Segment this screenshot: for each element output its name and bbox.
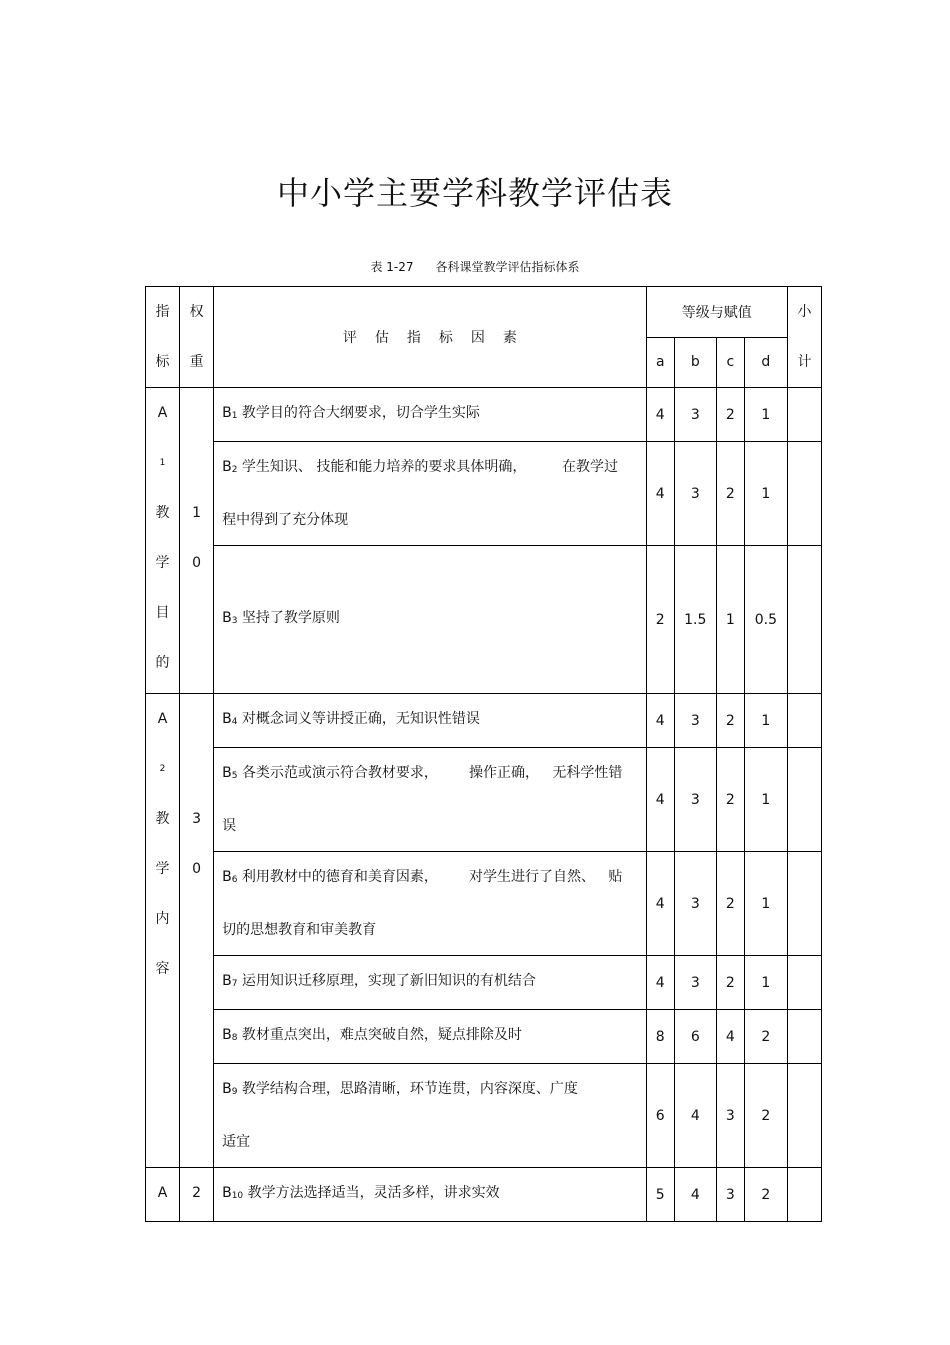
grade-value: 4 xyxy=(646,694,674,748)
subtotal-cell xyxy=(787,748,821,852)
table-row xyxy=(146,852,822,956)
header-grade-b: b xyxy=(674,337,716,388)
subtotal-cell xyxy=(787,956,821,1010)
subtotal-cell xyxy=(787,1010,821,1064)
table-row xyxy=(146,694,822,748)
factor-cell: $B_{10}$ 教学方法选择适当，灵活多样，讲求实效 xyxy=(214,1168,647,1222)
grade-value: 4 xyxy=(646,956,674,1010)
grade-value: 3 xyxy=(716,1168,744,1222)
grade-value: 2 xyxy=(716,956,744,1010)
grade-value: 4 xyxy=(646,442,674,546)
subtotal-cell xyxy=(787,442,821,546)
header-subtotal: 小 计 xyxy=(787,287,821,388)
grade-value: 3 xyxy=(674,852,716,956)
table-row xyxy=(146,1064,822,1168)
grade-value: 4 xyxy=(646,748,674,852)
subtotal-cell xyxy=(787,388,821,442)
grade-value: 3 xyxy=(716,1064,744,1168)
grade-value: 2 xyxy=(646,546,674,694)
header-grade-a: a xyxy=(646,337,674,388)
grade-value: 1 xyxy=(744,748,787,852)
indicator-cell: A 1 教 学 目 的 xyxy=(146,388,180,694)
grade-value: 1 xyxy=(716,546,744,694)
table-row xyxy=(146,956,822,1010)
weight-cell: 1 0 xyxy=(180,388,214,694)
grade-value: 1 xyxy=(744,442,787,546)
grade-value: 2 xyxy=(716,388,744,442)
factor-cell: $B_4$ 对概念词义等讲授正确，无知识性错误 xyxy=(214,694,647,748)
factor-cell: $B_2$ 学生知识、 技能和能力培养的要求具体明确， 在教学过 程中得到了充分体现 xyxy=(214,442,647,546)
factor-cell: $B_9$ 教学结构合理，思路清晰，环节连贯，内容深度、广度 适宜 xyxy=(214,1064,647,1168)
grade-value: 3 xyxy=(674,956,716,1010)
table-row xyxy=(146,1168,822,1222)
header-weight: 权 重 xyxy=(180,287,214,388)
indicator-cell: A 2 教 学 内 容 xyxy=(146,694,180,1168)
grade-value: 3 xyxy=(674,694,716,748)
header-grades: 等级与赋值 xyxy=(646,287,787,338)
grade-value: 4 xyxy=(646,388,674,442)
factor-cell: $B_8$ 教材重点突出，难点突破自然，疑点排除及时 xyxy=(214,1010,647,1064)
grade-value: 2 xyxy=(744,1064,787,1168)
grade-value: 2 xyxy=(716,694,744,748)
header-indicator: 指 标 xyxy=(146,287,180,388)
grade-value: 6 xyxy=(674,1010,716,1064)
page-title: 中小学主要学科教学评估表 xyxy=(276,174,673,212)
grade-value: 3 xyxy=(674,442,716,546)
grade-value: 2 xyxy=(716,442,744,546)
subtotal-cell xyxy=(787,1168,821,1222)
grade-value: 2 xyxy=(716,748,744,852)
grade-value: 1 xyxy=(744,956,787,1010)
grade-value: 5 xyxy=(646,1168,674,1222)
table-name: 各科课堂教学评估指标体系 xyxy=(435,260,580,274)
indicator-cell: A xyxy=(146,1168,180,1222)
table-number: 表 1-27 xyxy=(370,260,414,274)
subtotal-cell xyxy=(787,1064,821,1168)
subtotal-cell xyxy=(787,694,821,748)
grade-value: 6 xyxy=(646,1064,674,1168)
grade-value: 2 xyxy=(744,1010,787,1064)
factor-cell: $B_5$ 各类示范或演示符合教材要求， 操作正确， 无科学性错 误 xyxy=(214,748,647,852)
grade-value: 4 xyxy=(674,1064,716,1168)
grade-value: 4 xyxy=(646,852,674,956)
grade-value: 0.5 xyxy=(744,546,787,694)
grade-value: 3 xyxy=(674,748,716,852)
grade-value: 1 xyxy=(744,852,787,956)
factor-cell: $B_3$ 坚持了教学原则 xyxy=(214,546,647,694)
table-row xyxy=(146,388,822,442)
header-factors: 评估指标因素 xyxy=(214,287,647,388)
header-grade-c: c xyxy=(716,337,744,388)
grade-value: 3 xyxy=(674,388,716,442)
weight-cell: 2 xyxy=(180,1168,214,1222)
grade-value: 1 xyxy=(744,694,787,748)
grade-value: 1.5 xyxy=(674,546,716,694)
grade-value: 2 xyxy=(716,852,744,956)
table-row xyxy=(146,546,822,694)
grade-value: 4 xyxy=(716,1010,744,1064)
grade-value: 8 xyxy=(646,1010,674,1064)
grade-value: 1 xyxy=(744,388,787,442)
subtotal-cell xyxy=(787,852,821,956)
subtotal-cell xyxy=(787,546,821,694)
table-row xyxy=(146,1010,822,1064)
factor-cell: $B_1$ 教学目的符合大纲要求，切合学生实际 xyxy=(214,388,647,442)
weight-cell: 3 0 xyxy=(180,694,214,1168)
header-grade-d: d xyxy=(744,337,787,388)
table-row xyxy=(146,442,822,546)
evaluation-table xyxy=(145,286,822,1222)
grade-value: 4 xyxy=(674,1168,716,1222)
table-caption xyxy=(0,258,950,275)
grade-value: 2 xyxy=(744,1168,787,1222)
table-row xyxy=(146,748,822,852)
factor-cell: $B_7$ 运用知识迁移原理，实现了新旧知识的有机结合 xyxy=(214,956,647,1010)
factor-cell: $B_6$ 利用教材中的德育和美育因素， 对学生进行了自然、 贴 切的思想教育和审美教育 xyxy=(214,852,647,956)
